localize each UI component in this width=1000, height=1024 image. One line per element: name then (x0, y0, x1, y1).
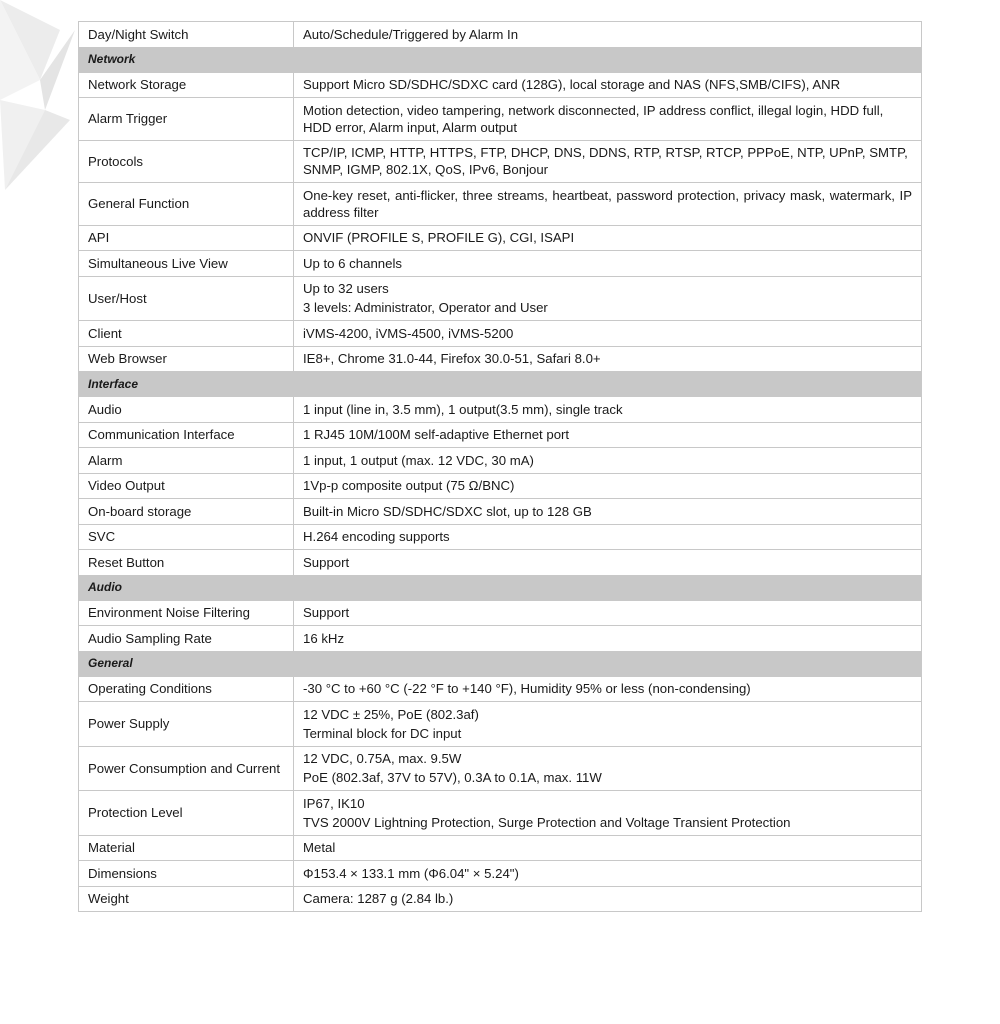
spec-row (79, 550, 922, 576)
spec-value (294, 251, 922, 277)
spec-value (294, 791, 922, 836)
spec-label: Dimensions (79, 861, 294, 887)
spec-label: Day/Night Switch (79, 22, 294, 48)
spec-label: Network Storage (79, 72, 294, 98)
spec-value (294, 183, 922, 226)
spec-value-line: 16 kHz (303, 630, 345, 646)
spec-label: Communication Interface (79, 422, 294, 448)
spec-label: Protocols (79, 140, 294, 183)
spec-value (294, 321, 922, 347)
spec-value-line: iVMS-4200, iVMS-4500, iVMS-5200 (303, 325, 514, 341)
spec-label: Audio Sampling Rate (79, 626, 294, 652)
decorative-corner-shape (0, 0, 80, 200)
spec-value (294, 626, 922, 652)
spec-row (79, 346, 922, 372)
spec-row (79, 140, 922, 183)
spec-value-line: 12 VDC ± 25%, PoE (802.3af) (303, 706, 479, 722)
spec-value-line: 12 VDC, 0.75A, max. 9.5W (303, 751, 462, 767)
spec-label: Weight (79, 886, 294, 912)
spec-table (78, 21, 922, 912)
spec-value-line: One-key reset, anti-flicker, three streams, heartbeat, password protection, privacy mask, watermark, IP address filter (303, 187, 912, 220)
section-header (79, 47, 922, 72)
spec-row (79, 276, 922, 321)
spec-label: Power Supply (79, 702, 294, 747)
spec-label: Operating Conditions (79, 676, 294, 702)
spec-label: API (79, 225, 294, 251)
spec-value (294, 72, 922, 98)
spec-label: Alarm Trigger (79, 98, 294, 141)
spec-value (294, 22, 922, 48)
spec-row (79, 746, 922, 791)
spec-value-line: TCP/IP, ICMP, HTTP, HTTPS, FTP, DHCP, DNS, DDNS, RTP, RTSP, RTCP, PPPoE, NTP, UPnP, SMTP, SNMP, IGMP, 802.1X, QoS, IPv6, Bonjour (303, 145, 908, 178)
spec-value-line: Up to 6 channels (303, 255, 402, 271)
spec-row (79, 72, 922, 98)
spec-label: Alarm (79, 448, 294, 474)
spec-value-line: Metal (303, 840, 336, 856)
section-header (79, 372, 922, 397)
spec-value-line: Support (303, 605, 350, 621)
spec-value (294, 676, 922, 702)
spec-value-line: Up to 32 users (303, 281, 389, 297)
spec-row (79, 22, 922, 48)
spec-value-line: Support (303, 554, 350, 570)
spec-row (79, 861, 922, 887)
spec-row (79, 183, 922, 226)
spec-row (79, 626, 922, 652)
section-title: Interface (79, 372, 922, 397)
section-header (79, 651, 922, 676)
section-title: Audio (79, 575, 922, 600)
spec-value-line: 1 input, 1 output (max. 12 VDC, 30 mA) (303, 452, 534, 468)
spec-row (79, 397, 922, 423)
spec-label: Protection Level (79, 791, 294, 836)
spec-label: General Function (79, 183, 294, 226)
spec-value-line: Camera: 1287 g (2.84 lb.) (303, 891, 454, 907)
spec-value (294, 550, 922, 576)
spec-value (294, 600, 922, 626)
spec-row (79, 225, 922, 251)
spec-value-line: IE8+, Chrome 31.0-44, Firefox 30.0-51, Safari 8.0+ (303, 351, 601, 367)
spec-label: Video Output (79, 473, 294, 499)
spec-label: Power Consumption and Current (79, 746, 294, 791)
spec-row (79, 702, 922, 747)
spec-value-line: PoE (802.3af, 37V to 57V), 0.3A to 0.1A, max. 11W (303, 770, 602, 786)
section-title: General (79, 651, 922, 676)
spec-value-line: Support Micro SD/SDHC/SDXC card (128G), local storage and NAS (NFS,SMB/CIFS), ANR (303, 77, 841, 93)
spec-value-line: H.264 encoding supports (303, 529, 450, 545)
spec-label: Reset Button (79, 550, 294, 576)
spec-label: Material (79, 835, 294, 861)
spec-value-line: -30 °C to +60 °C (-22 °F to +140 °F), Humidity 95% or less (non-condensing) (303, 681, 751, 697)
spec-row (79, 835, 922, 861)
spec-value (294, 746, 922, 791)
spec-row (79, 321, 922, 347)
spec-value (294, 886, 922, 912)
spec-value (294, 346, 922, 372)
spec-value-line: Φ153.4 × 133.1 mm (Φ6.04" × 5.24") (303, 865, 519, 881)
spec-value (294, 225, 922, 251)
spec-value-line: Auto/Schedule/Triggered by Alarm In (303, 26, 519, 42)
spec-label: Client (79, 321, 294, 347)
spec-label: Simultaneous Live View (79, 251, 294, 277)
spec-table-body (79, 22, 922, 912)
spec-label: On-board storage (79, 499, 294, 525)
spec-value (294, 276, 922, 321)
spec-label: Web Browser (79, 346, 294, 372)
spec-label: SVC (79, 524, 294, 550)
spec-value-line: Motion detection, video tampering, network disconnected, IP address conflict, illegal login, HDD full, HDD error, Alarm input, Alarm output (303, 102, 884, 135)
spec-value (294, 861, 922, 887)
spec-value (294, 422, 922, 448)
spec-value-line: Terminal block for DC input (303, 725, 462, 741)
spec-value-line: 1 input (line in, 3.5 mm), 1 output(3.5 mm), single track (303, 401, 623, 417)
spec-row (79, 676, 922, 702)
spec-value-line: ONVIF (PROFILE S, PROFILE G), CGI, ISAPI (303, 230, 575, 246)
spec-row (79, 422, 922, 448)
spec-label: User/Host (79, 276, 294, 321)
spec-row (79, 251, 922, 277)
spec-value-line: IP67, IK10 (303, 795, 365, 811)
section-header (79, 575, 922, 600)
spec-value (294, 702, 922, 747)
spec-label: Audio (79, 397, 294, 423)
spec-value-line: 1Vp-p composite output (75 Ω/BNC) (303, 478, 515, 494)
spec-value (294, 397, 922, 423)
spec-value-line: 3 levels: Administrator, Operator and User (303, 300, 548, 316)
spec-row (79, 448, 922, 474)
spec-value-line: TVS 2000V Lightning Protection, Surge Protection and Voltage Transient Protection (303, 814, 791, 830)
spec-value (294, 448, 922, 474)
spec-value (294, 524, 922, 550)
spec-row (79, 499, 922, 525)
spec-row (79, 524, 922, 550)
spec-row (79, 473, 922, 499)
spec-label: Environment Noise Filtering (79, 600, 294, 626)
spec-row (79, 98, 922, 141)
spec-value-line: Built-in Micro SD/SDHC/SDXC slot, up to 128 GB (303, 503, 592, 519)
spec-row (79, 886, 922, 912)
spec-value-line: 1 RJ45 10M/100M self-adaptive Ethernet port (303, 427, 570, 443)
spec-value (294, 140, 922, 183)
spec-value (294, 473, 922, 499)
spec-value (294, 835, 922, 861)
spec-value (294, 499, 922, 525)
spec-row (79, 791, 922, 836)
spec-value (294, 98, 922, 141)
spec-row (79, 600, 922, 626)
section-title: Network (79, 47, 922, 72)
